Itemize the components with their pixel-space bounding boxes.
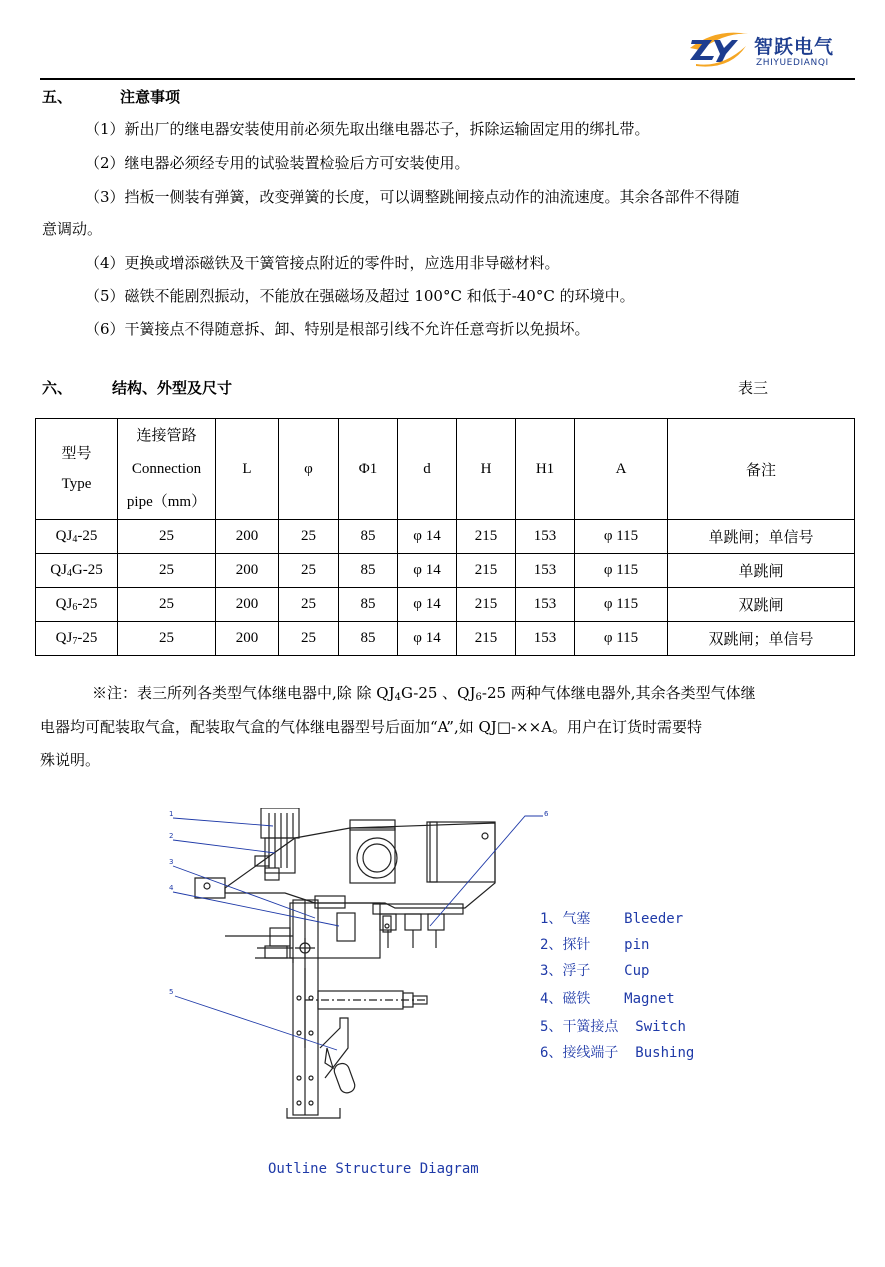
section-5-title: 注意事项 <box>120 88 181 106</box>
table-row <box>36 622 855 656</box>
cell-model: $QJ_4-25$ <box>36 520 118 554</box>
callout-1: 1 <box>169 810 174 818</box>
bushing-terminals <box>373 904 463 948</box>
cell-A: φ 115 <box>575 520 668 554</box>
cell-H: 215 <box>457 520 516 554</box>
cell-Phi1: 85 <box>339 622 398 656</box>
cell-A: φ 115 <box>575 622 668 656</box>
header-phi: φ <box>279 419 339 520</box>
header-pipe-unit: pipe（mm） <box>126 493 207 510</box>
header-model-cn: 型号 <box>61 446 92 462</box>
notice-item-1: （1）新出厂的继电器安装使用前必须先取出继电器芯子，拆除运输固定用的绑扎带。 <box>85 120 650 138</box>
header-remark: 备注 <box>668 419 855 520</box>
cell-pipe: 25 <box>118 588 216 622</box>
table-label: 表三 <box>738 379 769 397</box>
cell-remark: 单跳闸；单信号 <box>668 520 855 554</box>
diagram-caption: Outline Structure Diagram <box>268 1161 479 1177</box>
cell-A: φ 115 <box>575 588 668 622</box>
table-header-row <box>36 419 855 520</box>
section-6-number: 六、 <box>42 379 73 397</box>
note-line-3: 殊说明。 <box>40 751 101 769</box>
cell-phi: 25 <box>279 588 339 622</box>
legend-item-3: 3、浮子 Cup <box>540 963 650 979</box>
cell-phi: 25 <box>279 520 339 554</box>
cell-pipe: 25 <box>118 554 216 588</box>
relay-housing <box>195 820 495 908</box>
header-L: L <box>216 419 279 520</box>
cell-phi: 25 <box>279 554 339 588</box>
relay-outline-diagram <box>165 808 565 1128</box>
cell-remark: 双跳闸；单信号 <box>668 622 855 656</box>
float-mechanism <box>255 896 391 963</box>
company-logo <box>686 24 856 74</box>
callout-3: 3 <box>169 858 174 866</box>
notice-item-2: （2）继电器必须经专用的试验装置检验后方可安装使用。 <box>85 154 470 172</box>
cell-H: 215 <box>457 554 516 588</box>
cell-H1: 153 <box>516 588 575 622</box>
callout-5: 5 <box>169 988 174 996</box>
logo-chinese-name: 智跃电气 <box>754 36 835 58</box>
cell-L: 200 <box>216 520 279 554</box>
cell-d: φ 14 <box>398 554 457 588</box>
cell-H1: 153 <box>516 622 575 656</box>
section-6-title: 结构、外型及尺寸 <box>112 379 233 397</box>
cell-pipe: 25 <box>118 622 216 656</box>
legend-item-2: 2、探针 pin <box>540 937 650 953</box>
spec-table <box>35 418 855 656</box>
cell-d: φ 14 <box>398 588 457 622</box>
header-H1: H1 <box>516 419 575 520</box>
header-pipe-en: Connection <box>131 460 202 477</box>
table-row <box>36 588 855 622</box>
cell-model: $QJ_6-25$ <box>36 588 118 622</box>
callout-6: 6 <box>544 810 549 818</box>
cell-model: $QJ_4G-25$ <box>36 554 118 588</box>
legend-item-4: 4、磁铁 Magnet <box>540 991 675 1007</box>
cell-H: 215 <box>457 588 516 622</box>
note-line-1: ※注：表三所列各类型气体继电器中,除 除 $QJ_4G-25$ 、$QJ_6-25$ 两种气体继电器外,其余各类型气体继 <box>92 684 756 703</box>
cell-L: 200 <box>216 622 279 656</box>
cell-remark: 单跳闸 <box>668 554 855 588</box>
cell-H: 215 <box>457 622 516 656</box>
header-pipe <box>118 419 216 520</box>
legend-item-5: 5、干簧接点 Switch <box>540 1019 686 1035</box>
cell-H1: 153 <box>516 554 575 588</box>
cell-d: φ 14 <box>398 622 457 656</box>
cell-H1: 153 <box>516 520 575 554</box>
header-divider <box>40 78 855 80</box>
logo-english-name: ZHIYUEDIANQI <box>756 58 829 68</box>
callout-2: 2 <box>169 832 174 840</box>
header-d: d <box>398 419 457 520</box>
cell-Phi1: 85 <box>339 554 398 588</box>
cell-phi: 25 <box>279 622 339 656</box>
section-5-number: 五、 <box>42 88 73 106</box>
notice-item-4: （4）更换或增添磁铁及干簧管接点附近的零件时，应选用非导磁材料。 <box>85 254 560 272</box>
cell-A: φ 115 <box>575 554 668 588</box>
zy-logo-icon <box>686 26 750 70</box>
legend-item-1: 1、气塞 Bleeder <box>540 911 684 927</box>
bleeder-assembly <box>255 808 299 880</box>
cell-model: $QJ_7-25$ <box>36 622 118 656</box>
table-row <box>36 554 855 588</box>
header-Phi1: Φ1 <box>339 419 398 520</box>
notice-item-3: （3）挡板一侧装有弹簧，改变弹簧的长度，可以调整跳闸接点动作的油流速度。其余各部件不得随 <box>85 188 740 206</box>
header-A: A <box>575 419 668 520</box>
cell-Phi1: 85 <box>339 588 398 622</box>
callout-4: 4 <box>169 884 174 892</box>
legend-item-6: 6、接线端子 Bushing <box>540 1045 695 1061</box>
cell-L: 200 <box>216 588 279 622</box>
header-pipe-cn: 连接管路 <box>136 427 197 444</box>
table-row <box>36 520 855 554</box>
cell-d: φ 14 <box>398 520 457 554</box>
header-model-en: Type <box>61 476 92 492</box>
cell-pipe: 25 <box>118 520 216 554</box>
cell-Phi1: 85 <box>339 520 398 554</box>
probe-pin <box>225 936 427 1009</box>
cell-L: 200 <box>216 554 279 588</box>
header-model <box>36 419 118 520</box>
notice-item-5: （5）磁铁不能剧烈振动，不能放在强磁场及超过 100°C 和低于-40°C 的环境中。 <box>85 287 635 305</box>
cell-remark: 双跳闸 <box>668 588 855 622</box>
header-H: H <box>457 419 516 520</box>
note-line-2: 电器均可配装取气盒，配装取气盒的气体继电器型号后面加“A”,如 QJ□-××A。用户在订货时需要特 <box>40 718 703 736</box>
notice-item-3-continued: 意调动。 <box>42 220 103 238</box>
notice-item-6: （6）干簧接点不得随意拆、卸、特别是根部引线不允许任意弯折以免损坏。 <box>85 320 590 338</box>
